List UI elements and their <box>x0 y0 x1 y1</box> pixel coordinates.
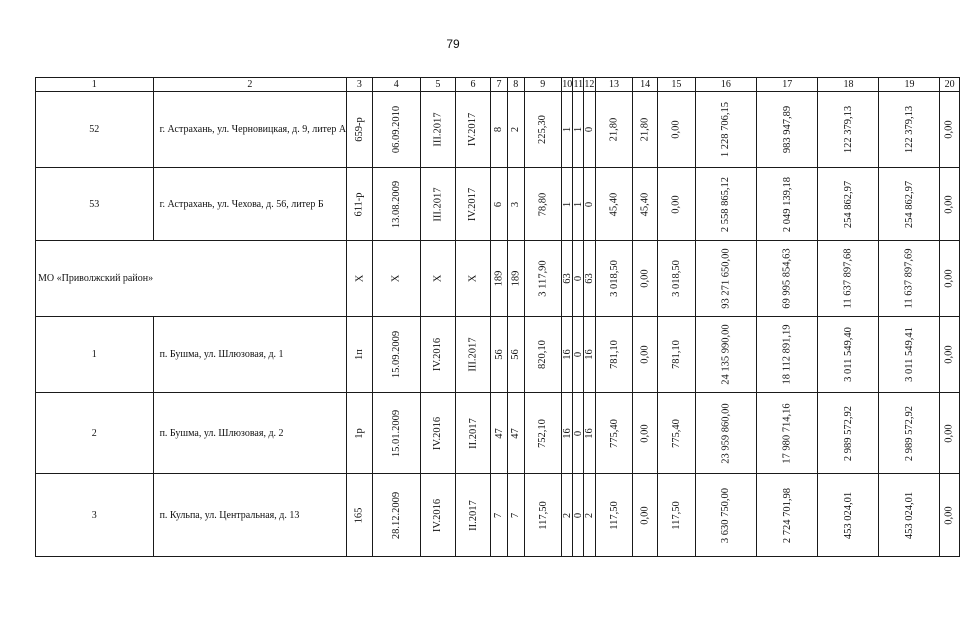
table-cell <box>657 92 695 168</box>
table-cell <box>657 317 695 393</box>
row-number: 53 <box>36 168 154 241</box>
cell-value: 1 <box>561 126 573 133</box>
cell-value: 47 <box>510 427 522 439</box>
table-cell <box>455 317 490 393</box>
table-cell <box>420 474 455 557</box>
cell-value: 0,00 <box>944 423 956 443</box>
table-cell <box>879 92 940 168</box>
cell-value: 56 <box>510 349 522 360</box>
cell-value: 0,00 <box>670 120 682 139</box>
cell-value: II.2017 <box>467 417 479 449</box>
table-cell <box>347 168 373 241</box>
table-cell <box>818 393 879 474</box>
table-cell <box>573 393 584 474</box>
table-cell <box>573 92 584 168</box>
cell-value: 0,00 <box>639 345 651 364</box>
column-header: 9 <box>524 78 561 92</box>
cell-value: 21,80 <box>608 117 620 142</box>
table-cell <box>757 393 818 474</box>
cell-value: 21,80 <box>639 117 651 142</box>
cell-value: 0,00 <box>639 423 651 443</box>
cell-value: 1 228 706,15 <box>720 101 732 158</box>
table-cell <box>940 474 959 557</box>
table-cell <box>491 92 508 168</box>
cell-value: 6 <box>493 201 505 207</box>
table-cell <box>573 474 584 557</box>
cell-value: 28.12.2009 <box>390 491 402 539</box>
table-cell <box>657 241 695 317</box>
cell-value: 165 <box>353 507 365 523</box>
table-cell <box>818 241 879 317</box>
cell-value: 0 <box>572 430 584 436</box>
data-table <box>35 77 960 557</box>
cell-value: 24 135 990,00 <box>720 324 732 385</box>
column-header: 14 <box>633 78 658 92</box>
table-cell <box>757 474 818 557</box>
table-cell <box>420 241 455 317</box>
cell-value: 7 <box>510 512 522 518</box>
cell-value: IV.2016 <box>432 498 444 532</box>
cell-value: Х <box>467 274 479 283</box>
table-cell <box>595 317 633 393</box>
section-blank-cell <box>153 241 347 317</box>
table-cell <box>372 92 420 168</box>
cell-value: 06.09.2010 <box>390 105 402 154</box>
table-cell <box>507 241 524 317</box>
table-cell <box>940 168 959 241</box>
table-cell <box>561 168 573 241</box>
table-cell <box>584 393 596 474</box>
section-name: МО «Приволжский район» <box>36 241 154 317</box>
column-header: 3 <box>347 78 373 92</box>
table-cell <box>347 393 373 474</box>
table-cell <box>757 168 818 241</box>
table-cell <box>657 393 695 474</box>
table-cell <box>455 168 490 241</box>
table-cell <box>879 317 940 393</box>
table-row <box>36 393 960 474</box>
table-cell <box>695 92 756 168</box>
table-cell <box>507 393 524 474</box>
cell-value: 16 <box>583 427 595 439</box>
table-cell <box>420 317 455 393</box>
cell-value: 1 <box>572 201 584 207</box>
cell-value: 189 <box>493 270 505 287</box>
column-header: 7 <box>491 78 508 92</box>
cell-value: 3 011 549,40 <box>842 327 854 382</box>
table-cell <box>561 92 573 168</box>
table-section-row <box>36 241 960 317</box>
cell-value: 0,00 <box>639 505 651 525</box>
cell-value: 7 <box>493 512 505 518</box>
cell-value: 15.09.2009 <box>390 330 402 379</box>
cell-value: 11 637 897,68 <box>842 248 854 309</box>
cell-value: 0 <box>572 275 584 282</box>
table-cell <box>595 168 633 241</box>
cell-value: Х <box>390 274 402 283</box>
cell-value: 3 117,90 <box>537 260 549 297</box>
column-header: 8 <box>507 78 524 92</box>
table-cell <box>507 92 524 168</box>
table-cell <box>372 474 420 557</box>
cell-value: 93 271 650,00 <box>720 248 732 309</box>
column-header: 1 <box>36 78 154 92</box>
table-cell <box>561 241 573 317</box>
cell-value: IV.2017 <box>467 187 479 221</box>
cell-value: 775,40 <box>670 418 682 448</box>
column-header: 5 <box>420 78 455 92</box>
cell-value: 0,00 <box>670 194 682 214</box>
cell-value: 225,30 <box>537 115 549 144</box>
cell-value: IV.2016 <box>432 416 444 450</box>
cell-value: 3 630 750,00 <box>720 487 732 543</box>
table-row <box>36 168 960 241</box>
cell-value: 18 112 891,19 <box>781 324 793 385</box>
cell-value: 0 <box>572 512 584 518</box>
cell-value: 45,40 <box>608 192 620 216</box>
cell-value: 16 <box>561 427 573 439</box>
cell-value: 611-р <box>353 191 365 217</box>
cell-value: 78,80 <box>537 192 549 216</box>
column-header: 12 <box>584 79 595 90</box>
cell-value: 23 959 860,00 <box>720 402 732 464</box>
cell-value: 3 018,50 <box>670 260 682 297</box>
table-cell <box>372 317 420 393</box>
table-cell <box>757 317 818 393</box>
column-header: 17 <box>757 78 818 92</box>
table-cell <box>633 168 658 241</box>
cell-value: 3 011 549,41 <box>903 327 915 382</box>
cell-value: 117,50 <box>670 500 682 530</box>
address-cell: г. Астрахань, ул. Чехова, д. 56, литер Б <box>153 168 347 241</box>
column-header: 10 <box>562 79 573 90</box>
column-header: 19 <box>879 78 940 92</box>
table-cell <box>420 168 455 241</box>
table-cell <box>491 474 508 557</box>
cell-value: 117,50 <box>537 500 549 530</box>
table-cell <box>695 317 756 393</box>
cell-value: 1 <box>572 126 584 133</box>
table-cell <box>524 241 561 317</box>
cell-value: 2 <box>561 512 573 518</box>
table-cell <box>818 317 879 393</box>
cell-value: 15.01.2009 <box>390 409 402 457</box>
table-cell <box>455 241 490 317</box>
address-cell: п. Кульпа, ул. Центральная, д. 13 <box>153 474 347 557</box>
table-cell <box>633 92 658 168</box>
table-cell <box>818 474 879 557</box>
page-number: 79 <box>446 37 460 51</box>
cell-value: 781,10 <box>608 340 620 369</box>
table-cell <box>695 168 756 241</box>
table-cell <box>347 92 373 168</box>
row-number: 1 <box>36 317 154 393</box>
table-cell <box>372 168 420 241</box>
column-header: 20 <box>940 78 959 92</box>
table-cell <box>584 474 596 557</box>
table-cell <box>657 168 695 241</box>
cell-value: 0,00 <box>944 345 956 364</box>
cell-value: III.2017 <box>432 186 444 222</box>
cell-value: 2 724 701,98 <box>781 487 793 543</box>
cell-value: IV.2017 <box>467 112 479 147</box>
cell-value: 47 <box>493 427 505 439</box>
cell-value: 17 980 714,16 <box>781 402 793 464</box>
table-cell <box>573 317 584 393</box>
table-row <box>36 317 960 393</box>
cell-value: 0,00 <box>944 120 956 139</box>
table-cell <box>347 241 373 317</box>
table-cell <box>455 393 490 474</box>
table-cell <box>561 474 573 557</box>
cell-value: 254 862,97 <box>842 180 854 228</box>
cell-value: 752,10 <box>537 418 549 448</box>
table-cell <box>657 474 695 557</box>
table-cell <box>879 474 940 557</box>
table-cell <box>940 241 959 317</box>
table-cell <box>695 241 756 317</box>
row-number: 52 <box>36 92 154 168</box>
cell-value: Х <box>432 274 444 283</box>
cell-value: 775,40 <box>608 418 620 448</box>
cell-value: 189 <box>510 270 522 287</box>
column-header: 16 <box>695 78 756 92</box>
cell-value: 453 024,01 <box>903 491 915 539</box>
column-header: 4 <box>372 78 420 92</box>
cell-value: 453 024,01 <box>842 491 854 539</box>
address-cell: г. Астрахань, ул. Черновицкая, д. 9, литер А <box>153 92 347 168</box>
cell-value: 0,00 <box>944 194 956 214</box>
table-cell <box>347 317 373 393</box>
cell-value: 122 379,13 <box>903 105 915 154</box>
cell-value: 0 <box>572 351 584 358</box>
cell-value: 2 989 572,92 <box>842 405 854 461</box>
table-cell <box>455 474 490 557</box>
table-cell <box>347 474 373 557</box>
cell-value: 2 989 572,92 <box>903 405 915 461</box>
column-header: 13 <box>595 78 633 92</box>
table-cell <box>524 474 561 557</box>
table-cell <box>491 241 508 317</box>
cell-value: 16 <box>561 349 573 360</box>
table-cell <box>507 168 524 241</box>
table-cell <box>584 317 596 393</box>
table-cell <box>633 474 658 557</box>
cell-value: 16 <box>583 349 595 360</box>
cell-value: IV.2016 <box>432 337 444 372</box>
cell-value: Х <box>353 274 365 283</box>
table-cell <box>595 241 633 317</box>
table-row <box>36 474 960 557</box>
table-cell <box>695 393 756 474</box>
table-cell <box>879 393 940 474</box>
cell-value: 63 <box>583 273 595 284</box>
table-cell <box>595 474 633 557</box>
cell-value: 13.08.2009 <box>390 180 402 228</box>
cell-value: 1п <box>353 349 365 360</box>
cell-value: 8 <box>493 126 505 133</box>
cell-value: 0,00 <box>944 505 956 525</box>
address-cell: п. Бушма, ул. Шлюзовая, д. 2 <box>153 393 347 474</box>
table-cell <box>561 317 573 393</box>
table-cell <box>595 92 633 168</box>
table-cell <box>757 92 818 168</box>
cell-value: 122 379,13 <box>842 105 854 154</box>
table-cell <box>455 92 490 168</box>
table-cell <box>584 92 596 168</box>
table-cell <box>633 241 658 317</box>
table-header-row <box>36 78 960 92</box>
table-cell <box>507 317 524 393</box>
row-number: 3 <box>36 474 154 557</box>
address-cell: п. Бушма, ул. Шлюзовая, д. 1 <box>153 317 347 393</box>
row-number: 2 <box>36 393 154 474</box>
table-cell <box>491 393 508 474</box>
table-cell <box>524 168 561 241</box>
cell-value: 3 <box>510 201 522 207</box>
column-header: 18 <box>818 78 879 92</box>
table-cell <box>818 168 879 241</box>
cell-value: 1 <box>561 201 573 207</box>
cell-value: 0 <box>583 201 595 207</box>
cell-value: 2 049 139,18 <box>781 176 793 232</box>
cell-value: 2 <box>510 126 522 133</box>
table-cell <box>573 241 584 317</box>
cell-value: II.2017 <box>467 499 479 531</box>
table-cell <box>372 393 420 474</box>
table-cell <box>695 474 756 557</box>
table-cell <box>420 393 455 474</box>
table-cell <box>940 393 959 474</box>
cell-value: 820,10 <box>537 340 549 369</box>
table-cell <box>372 241 420 317</box>
table-row <box>36 92 960 168</box>
table-cell <box>491 317 508 393</box>
column-header: 11 <box>573 79 584 90</box>
cell-value: 63 <box>561 273 573 284</box>
table-cell <box>561 393 573 474</box>
table-cell <box>524 317 561 393</box>
cell-value: 781,10 <box>670 340 682 369</box>
cell-value: 0,00 <box>944 269 956 288</box>
column-header: 2 <box>153 78 347 92</box>
table-cell <box>584 241 596 317</box>
table-cell <box>633 317 658 393</box>
column-header: 6 <box>455 78 490 92</box>
cell-value: 69 995 854,63 <box>781 248 793 309</box>
cell-value: 3 018,50 <box>608 260 620 297</box>
cell-value: III.2017 <box>432 112 444 147</box>
table-cell <box>757 241 818 317</box>
cell-value: III.2017 <box>467 337 479 372</box>
cell-value: 659-р <box>353 117 365 142</box>
table-cell <box>524 92 561 168</box>
table-cell <box>818 92 879 168</box>
table-cell <box>940 92 959 168</box>
cell-value: 0 <box>583 126 595 133</box>
table-cell <box>524 393 561 474</box>
cell-value: 2 558 865,12 <box>720 176 732 232</box>
cell-value: 0,00 <box>639 269 651 288</box>
table-cell <box>507 474 524 557</box>
cell-value: 983 947,89 <box>781 105 793 154</box>
table-cell <box>491 168 508 241</box>
table-cell <box>573 168 584 241</box>
table-cell <box>879 168 940 241</box>
cell-value: 1р <box>353 427 365 439</box>
table-cell <box>633 393 658 474</box>
cell-value: 45,40 <box>639 192 651 216</box>
table-cell <box>584 168 596 241</box>
cell-value: 56 <box>493 349 505 360</box>
cell-value: 11 637 897,69 <box>903 248 915 309</box>
table-cell <box>940 317 959 393</box>
cell-value: 254 862,97 <box>903 180 915 228</box>
table-cell <box>879 241 940 317</box>
cell-value: 2 <box>583 512 595 518</box>
table-cell <box>420 92 455 168</box>
column-header: 15 <box>657 78 695 92</box>
cell-value: 117,50 <box>608 500 620 530</box>
table-cell <box>595 393 633 474</box>
